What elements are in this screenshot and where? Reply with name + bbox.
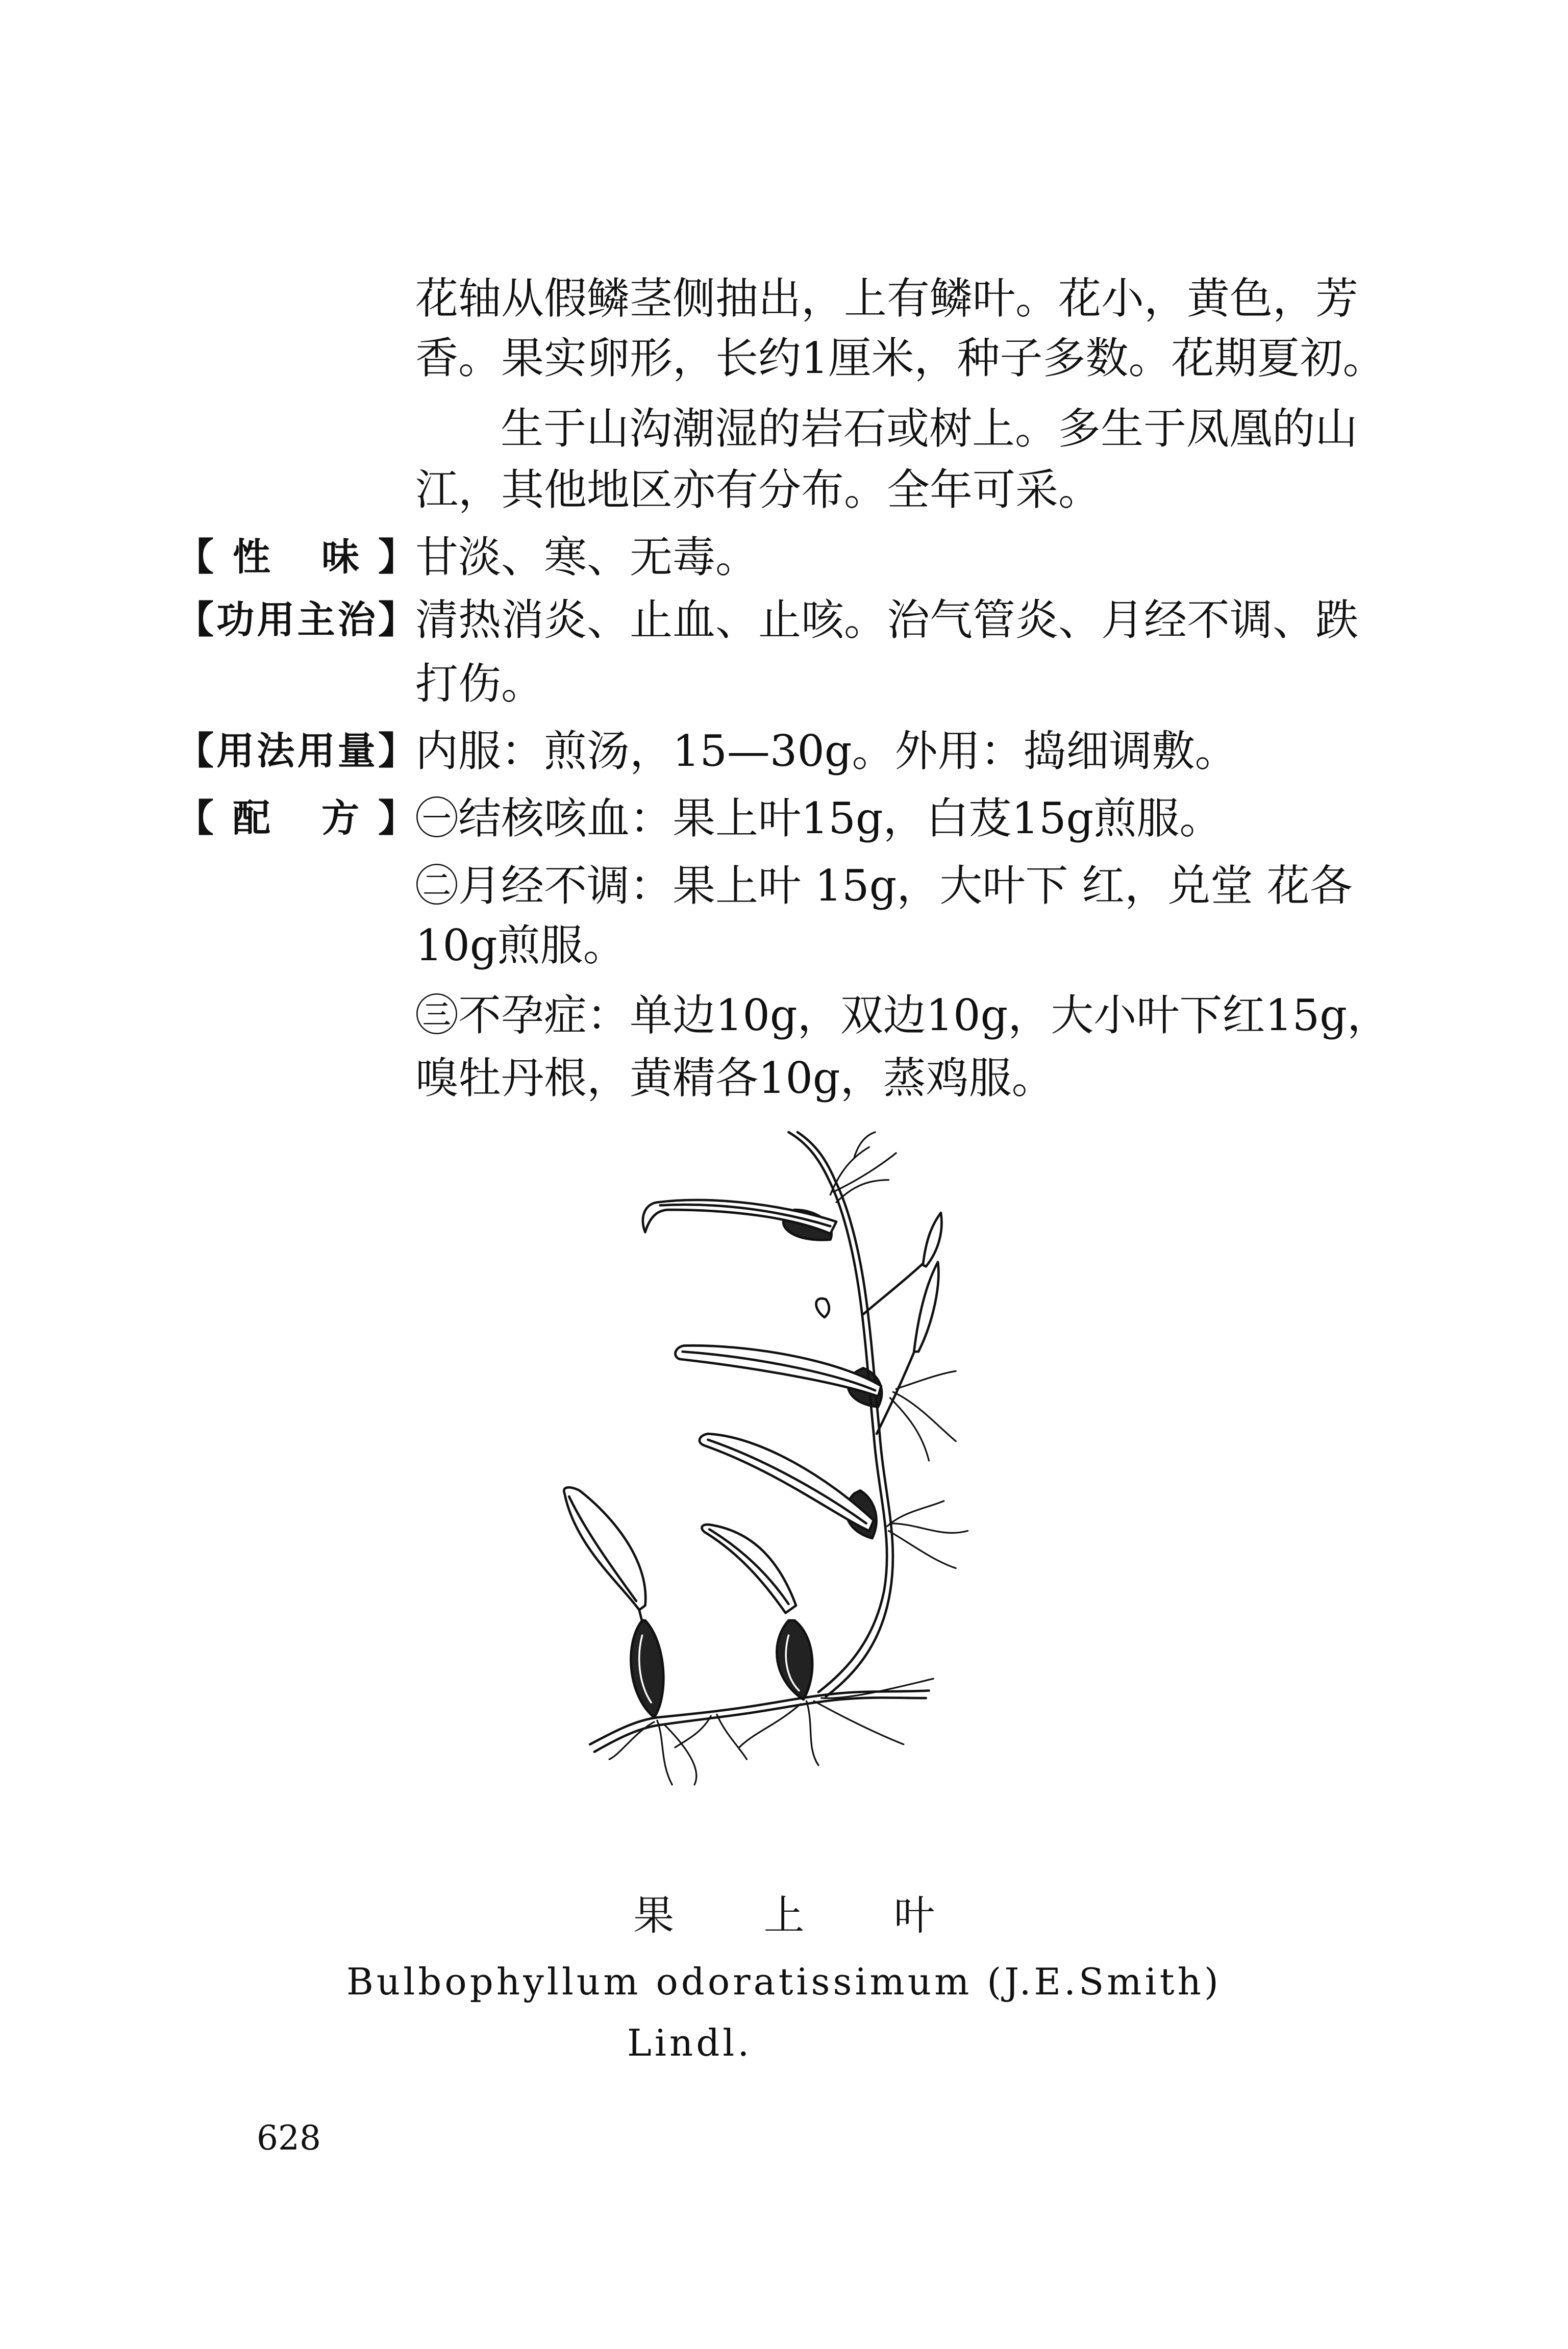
leaf <box>564 1487 645 1610</box>
root <box>890 1523 967 1533</box>
section-line-formula: ㊁月经不调：果上叶 15g，大叶下 红，兑堂 花各 <box>415 861 1353 911</box>
section-line-taste: 甘淡、寒、无毒。 <box>415 532 759 582</box>
leaves <box>564 1200 941 1622</box>
section-line-indications: 清热消炎、止血、止咳。治气管炎、月经不调、跌 <box>415 595 1359 645</box>
section-label-formulas: 【配 方】 <box>176 796 416 840</box>
description-line: 香。果实卵形，长约1厘米，种子多数。花期夏初。 <box>415 333 1386 383</box>
root <box>665 1725 696 1785</box>
section-line-usage: 内服：煎汤，15—30g。外用：捣细调敷。 <box>415 726 1238 776</box>
root <box>893 1392 956 1441</box>
leaf <box>702 1525 796 1613</box>
section-label-usage: 【用法用量】 <box>176 729 416 773</box>
leaf <box>700 1434 874 1531</box>
leaf-stalk <box>639 1610 642 1621</box>
root <box>822 1679 934 1698</box>
section-line-formula: 10g煎服。 <box>415 920 626 970</box>
section-line-formula: ㊂不孕症：单边10g，双边10g，大小叶下红15g， <box>415 990 1390 1040</box>
figure-caption-latin: Bulbophyllum odoratissimum (J.E.Smith) <box>346 1960 1222 2003</box>
pseudobulb <box>777 1620 812 1700</box>
root <box>890 1398 929 1461</box>
pseudobulb <box>631 1620 663 1717</box>
root <box>854 1132 875 1158</box>
section-label-taste: 【性 味】 <box>176 535 416 579</box>
section-label-indications: 【功用主治】 <box>176 598 416 642</box>
page-number: 628 <box>257 2118 321 2158</box>
root <box>717 1714 747 1759</box>
root <box>830 1147 869 1195</box>
description-line: 江，其他地区亦有分布。全年可采。 <box>415 465 1102 515</box>
root <box>889 1531 956 1568</box>
root <box>814 1701 904 1744</box>
leaf <box>923 1213 942 1266</box>
description-line: 生于山沟潮湿的岩石或树上。多生于凤凰的山 <box>501 404 1358 454</box>
figure-caption-latin-author: Lindl. <box>627 2021 753 2064</box>
branch <box>863 1264 923 1315</box>
figure-caption-chinese: 果 上 叶 <box>633 1892 935 1939</box>
root <box>887 1501 944 1527</box>
section-line-formula: 嗅牡丹根，黄精各10g，蒸鸡服。 <box>415 1053 1055 1103</box>
description-line: 花轴从假鳞茎侧抽出，上有鳞叶。花小，黄色，芳 <box>415 273 1359 323</box>
leaf <box>914 1262 938 1352</box>
plant-illustration <box>553 1128 1001 1807</box>
section-line-formula: ㊀结核咳血：果上叶15g，白芨15g煎服。 <box>415 793 1223 843</box>
bud <box>816 1298 829 1317</box>
section-line-indications: 打伤。 <box>415 659 544 709</box>
root <box>807 1701 818 1765</box>
